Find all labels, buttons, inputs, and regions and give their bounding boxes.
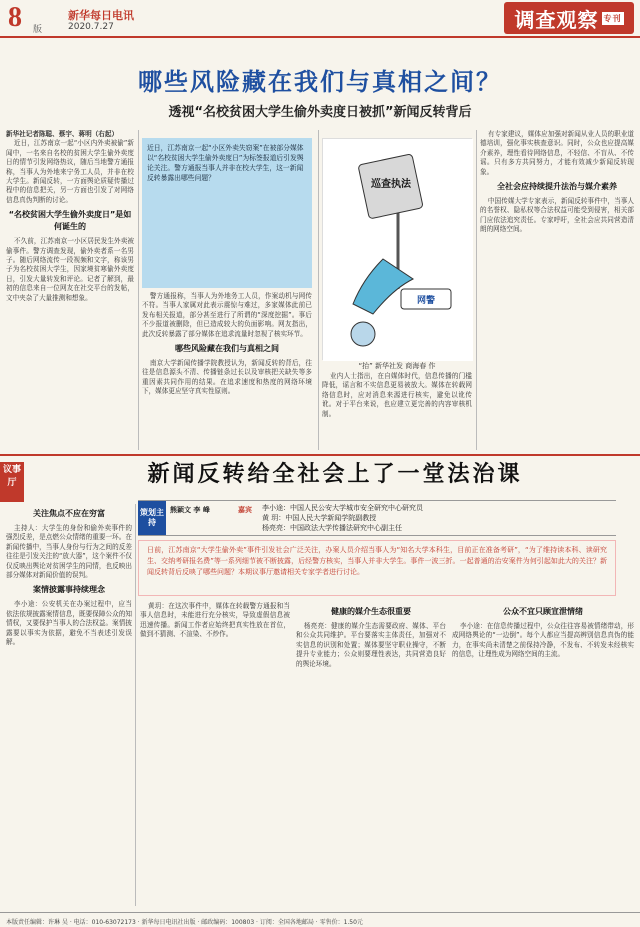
- subheading: 健康的媒介生态很重要: [331, 607, 411, 616]
- paragraph: 黄玥：在这次事件中，媒体在转载警方通报和当事人信息时，未能进行充分核实，导致虚假信息被迅速传播。新闻工作者应始终把真实性放在首位，做到不猜测、不渲染、不炒作。: [140, 602, 290, 639]
- paragraph: 近日，江苏南京一起“小区内外卖被偷”新闻中，一名来自名校的贫困大学生偷外卖度日的情节引发网络热议，随后当地警方通报称，当事人为外地来宁务工人员，并非在校大学生。新闻反转，一方面舆论质疑传播过程中的信息把关，另一方面也引发了对网络信息真伪判断的讨论。: [6, 139, 134, 204]
- headline: 哪些风险藏在我们与真相之间？: [138, 68, 502, 96]
- guest-item: 黄 玥：中国人民大学新闻学院副教授: [262, 514, 377, 522]
- headline-2: 新闻反转给全社会上了一堂法治课: [147, 462, 523, 487]
- participants-bar: [138, 500, 616, 536]
- paragraph: 主持人：大学生的身份和偷外卖事件的强烈反差，是点燃公众情绪的重要一环。在新闻传播中，当事人身份与行为之间的反差往往是引发关注的“放大器”，这个案件不仅仅反映出舆论对贫困学生的同情，也反映出部分媒体对新闻价值的误判。: [6, 524, 132, 580]
- subheading: 公众不宜只顾宣泄情绪: [503, 607, 583, 616]
- guest-item: 李小途：中国人民公安大学城市安全研究中心研究员: [262, 504, 423, 512]
- subheadline: 透视“名校贫困大学生偷外卖度日被抓”新闻反转背后: [168, 105, 472, 120]
- paragraph: 中国传媒大学专家表示，新闻反转事件中，当事人的名誉权、隐私权等合法权益可能受到侵害，相关部门应依法追究责任。专家呼吁，全社会应共同营造清朗的网络空间。: [480, 197, 634, 234]
- guests-label: 嘉宾: [238, 506, 252, 514]
- story2-column-2: [140, 602, 290, 906]
- paragraph: 南京大学新闻传播学院教授认为，新闻反转的背后，往往是信息源头不清、传播链条过长以及审核把关缺失等多重因素共同作用的结果。在追求速度和热度的网络环境下，媒体更应坚守真实性原则。: [142, 359, 312, 396]
- section-brand: [504, 2, 634, 34]
- paragraph: 业内人士指出，在自媒体时代，信息传播的门槛降低，谣言和不实信息更易被放大。媒体在转载网络信息时，应对消息来源进行核实，避免以讹传讹。对于平台来说，也应建立更完善的内容审核机制。: [322, 372, 472, 418]
- paper-name: 新华每日电讯: [68, 9, 134, 22]
- subheading: 哪些风险藏在我们与真相之间: [175, 344, 279, 354]
- cartoon-caption: “抬” 新华社发 商海春 作: [358, 362, 436, 370]
- cartoon-label-police: 网警: [416, 296, 436, 306]
- subheading: 关注焦点不应在穷富: [33, 509, 105, 518]
- story1-column-3: [322, 372, 472, 450]
- subheading: 全社会应持续提升法治与媒介素养: [497, 182, 617, 192]
- paragraph: 李小途：公安机关在办案过程中，应当依法依规披露案情信息，既要保障公众的知情权，又要保护当事人的合法权益。案情披露要以事实为依据，避免不当表述引发误解。: [6, 600, 132, 647]
- story2-column-3: [296, 602, 446, 906]
- highlight-box: 近日，江苏南京一起“小区外卖失窃案”在被部分媒体以“名校贫困大学生偷外卖度日”为标签报道后引发舆论关注。警方通报当事人并非在校大学生，这一新闻反转暴露出哪些问题？: [142, 138, 312, 288]
- cartoon-label-inspection: 巡查执法: [371, 179, 411, 190]
- subheading: 案情披露事持续理念: [33, 585, 105, 595]
- story1-column-4: [480, 130, 634, 450]
- paragraph: 警方通报称，当事人为外地务工人员，作案动机与网传不符。当事人家属对此表示震惊与难过，多家媒体此前已发布相关报道，部分甚至进行了所谓的“深度挖掘”。事后不少报道被删除，但已造成较大的负面影响。网友指出，此次反转暴露了部分媒体在追求流量时忽视了核实环节。: [142, 292, 312, 338]
- page-number: 8: [8, 2, 22, 33]
- paragraph: 有专家建议，媒体应加强对新闻从业人员的职业道德培训，强化事实核查意识。同时，公众也应提高媒介素养，理性看待网络信息，不轻信、不盲从、不传谣。只有多方共同努力，才能有效减少新闻反转现象。: [480, 130, 634, 176]
- planner-names: 熊颖文 李 峰: [170, 506, 210, 514]
- paragraph: 杨亮亮：健康的媒介生态需要政府、媒体、平台和公众共同维护。平台要落实主体责任，加强对不实信息的识别和处置；媒体要坚守职业操守，不断提升专业能力；公众则要理性表达，共同营造良好的舆论环境。: [296, 622, 446, 668]
- brand-text: 调查观察: [514, 7, 599, 32]
- story2-column-1: [6, 504, 132, 906]
- story2-column-4: [452, 602, 634, 906]
- guest-item: 杨亮亮：中国政法大学传播法研究中心副主任: [262, 524, 402, 532]
- section-badge: 议事厅: [0, 462, 24, 502]
- edition-label: 版: [33, 25, 43, 35]
- byline: 新华社记者陈聪、蔡宇、蒋明（右起）: [6, 130, 119, 138]
- brand-tag: 专刊: [603, 13, 622, 23]
- paragraph: 不久前，江苏南京一小区居民发生外卖被偷事件。警方调查发现，偷外卖者系一名男子。随后网络流传一段视频和文字，称该男子为名校贫困大学生，因家境贫寒偷外卖度日，引发大量转发和评论。记者了解到，最初的信息来自一位网友在社交平台的发帖，文中夹杂了大量推测和想象。: [6, 237, 134, 302]
- page-footer: 本版责任编辑：许琳 吴 · 电话：010-63072173 · 新华每日电讯社出版 · 邮政编码：100803 · 订阅：全国各地邮局 · 零售价：1.50元: [0, 912, 640, 927]
- planning-label: 策划主持: [138, 501, 166, 535]
- cartoon-illustration: [322, 138, 472, 360]
- section-divider: [0, 454, 640, 456]
- intro-box: 日前，江苏南京“大学生偷外卖”事件引发社会广泛关注，办案人员介绍当事人为“知名大学本科生，目前正在准备考研”，“为了维持读本科、读研究生、交纳考研报名费”等一系列细节被不断披露，后经警方核实，当事人并非大学生。事件一波三折。一起普通的治安案件为何引起如此大的关注？新闻反转背后反映了哪些问题？本期议事厅邀请相关专家学者进行讨论。: [138, 540, 616, 596]
- story1-column-1: [6, 130, 134, 450]
- story1-column-2: [142, 292, 312, 450]
- paragraph: 李小途：在信息传播过程中，公众往往容易被情绪带动，形成网络舆论的“一边倒”。每个人都应当提高辨别信息真伪的能力，在事实尚未清楚之前保持冷静，不发布、不转发未经核实的信息，让理性成为网络空间的主流。: [452, 622, 634, 659]
- subheading: “名校贫困大学生偷外卖度日”是如何诞生的: [8, 210, 132, 232]
- issue-date: 2020.7.27: [68, 22, 114, 32]
